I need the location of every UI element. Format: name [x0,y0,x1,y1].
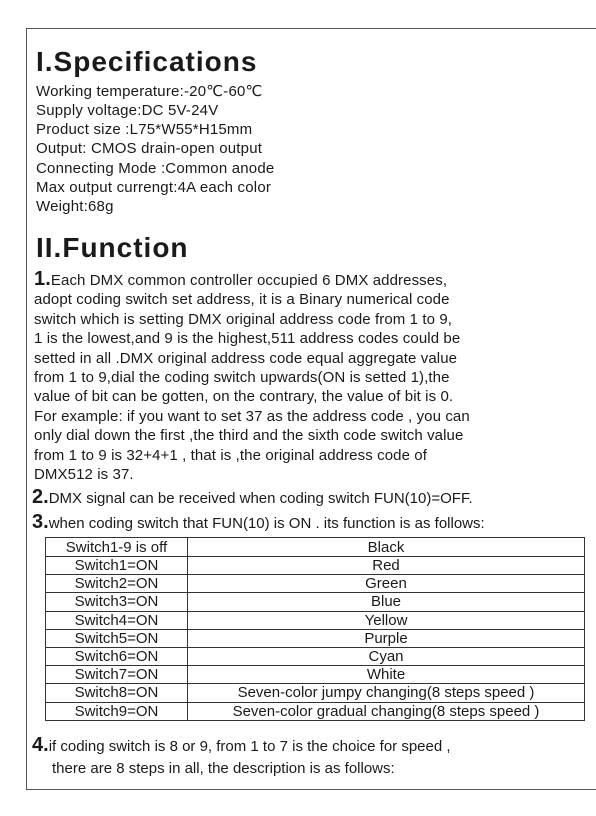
table-cell: Switch5=ON [46,629,188,647]
spec-line: Max output currengt:4A each color [36,179,272,196]
table-row [46,557,585,575]
switch-function-table [45,537,585,721]
spec-line: Product size :L75*W55*H15mm [36,121,253,138]
item-number: 1. [34,268,51,290]
table-row [46,575,585,593]
table-cell: Yellow [188,611,585,629]
table-cell: Blue [188,593,585,611]
table-cell: Switch6=ON [46,647,188,665]
item-text: DMX signal can be received when coding switch FUN(10)=OFF. [48,490,473,507]
function-heading: II.Function [36,232,189,263]
table-cell: Red [188,557,585,575]
table-row [46,593,585,611]
table-cell: White [188,666,585,684]
paragraph-line: 1 is the lowest,and 9 is the highest,511 address codes could be [34,330,461,348]
table-cell: Switch4=ON [46,611,188,629]
paragraph-line: Each DMX common controller occupied 6 DMX addresses, [50,272,448,289]
function-item-2 [32,486,473,509]
paragraph-line: setted in all .DMX original address code equal aggregate value [34,349,458,367]
function-item-3 [32,511,485,534]
table-row [46,647,585,665]
paragraph-line: from 1 to 9,dial the coding switch upwards(ON is setted 1),the [34,369,450,387]
table-cell: Seven-color jumpy changing(8 steps speed ) [188,684,585,702]
paragraph-line: switch which is setting DMX original address code from 1 to 9, [34,310,453,328]
table-cell: Cyan [188,647,585,665]
paragraph-line: only dial down the first ,the third and the sixth code switch value [34,427,464,445]
spec-line: Connecting Mode :Common anode [36,160,275,177]
spec-line: Output: CMOS drain-open output [36,140,263,157]
spec-line: Working temperature:-20℃-60℃ [36,83,263,100]
table-row [46,684,585,702]
table-cell: Switch9=ON [46,702,188,720]
table-cell: Switch1-9 is off [46,538,188,557]
table-cell: Switch7=ON [46,666,188,684]
table-cell: Switch8=ON [46,684,188,702]
table-cell: Switch3=ON [46,593,188,611]
table-row [46,538,585,557]
table-cell: Switch2=ON [46,575,188,593]
paragraph-line: DMX512 is 37. [34,466,134,484]
specifications-heading: I.Specifications [36,46,258,77]
function-item-1 [34,270,594,484]
table-row [46,666,585,684]
paragraph-line: if coding switch is 8 or 9, from 1 to 7 is the choice for speed , [48,738,451,755]
paragraph-line: value of bit can be gotten, on the contrary, the value of bit is 0. [34,388,454,406]
table-row [46,611,585,629]
table-row [46,702,585,720]
paragraph-line: there are 8 steps in all, the description is as follows: [52,760,395,777]
item-text: when coding switch that FUN(10) is ON . its function is as follows: [48,515,485,532]
paragraph-line: adopt coding switch set address, it is a Binary numerical code [34,291,450,309]
paragraph-line: from 1 to 9 is 32+4+1 , that is ,the original address code of [34,446,427,464]
function-item-4 [32,734,451,780]
table-cell: Seven-color gradual changing(8 steps speed ) [188,702,585,720]
table-cell: Black [188,538,585,557]
paragraph-line: For example: if you want to set 37 as the address code , you can [34,407,470,425]
spec-line: Weight:68g [36,198,114,215]
table-cell: Switch1=ON [46,557,188,575]
spec-line: Supply voltage:DC 5V-24V [36,102,219,119]
table-cell: Green [188,575,585,593]
item-number: 3. [32,511,49,533]
table-cell: Purple [188,629,585,647]
item-number: 4. [32,734,49,756]
item-number: 2. [32,486,49,508]
table-row [46,629,585,647]
